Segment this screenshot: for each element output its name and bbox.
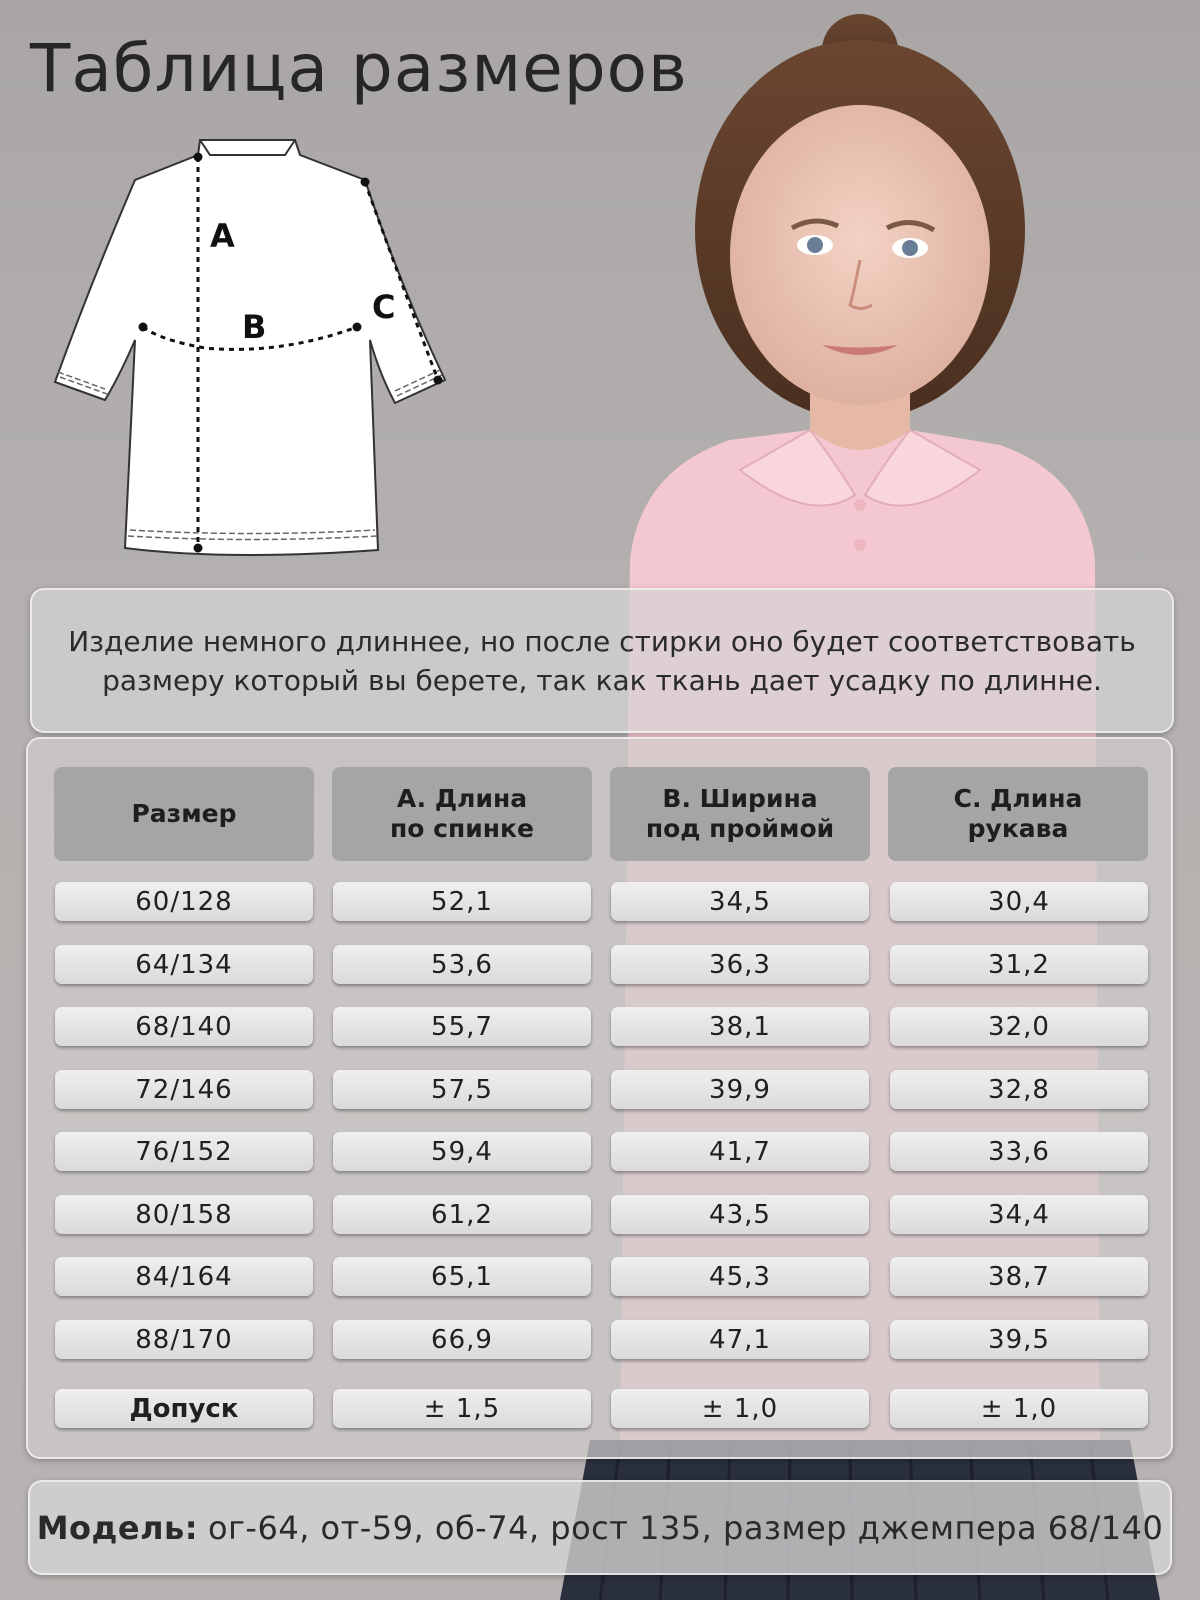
table-cell-sleeve: 34,4	[890, 1195, 1148, 1234]
header-size-label: Размер	[131, 799, 237, 828]
table-cell-back: 61,2	[333, 1195, 591, 1234]
table-cell-width: 41,7	[611, 1132, 869, 1171]
table-cell-size: 68/140	[55, 1007, 313, 1046]
table-cell-sleeve: 38,7	[890, 1257, 1148, 1296]
table-cell-width: 47,1	[611, 1320, 869, 1359]
table-cell-back: 55,7	[333, 1007, 591, 1046]
table-cell-width: 43,5	[611, 1195, 869, 1234]
table-cell-back: 57,5	[333, 1070, 591, 1109]
table-cell-size: 64/134	[55, 945, 313, 984]
header-armhole-width-line1: B. Ширина	[662, 784, 818, 813]
label-b: B	[242, 308, 267, 346]
table-cell-back: 59,4	[333, 1132, 591, 1171]
table-cell-back: 65,1	[333, 1257, 591, 1296]
table-cell-size: 88/170	[55, 1320, 313, 1359]
model-label: Модель:	[36, 1508, 199, 1547]
header-back-length-line1: A. Длина	[396, 784, 528, 813]
note-line-1: Изделие немного длиннее, но после стирки оно будет соответствовать	[68, 624, 1136, 658]
table-cell-width: 34,5	[611, 882, 869, 921]
table-cell-size: 84/164	[55, 1257, 313, 1296]
tolerance-label: Допуск	[55, 1389, 313, 1428]
table-cell-size: 80/158	[55, 1195, 313, 1234]
shirt-outline	[55, 140, 445, 555]
size-table	[26, 737, 1173, 1459]
header-back-length-line2: по спинке	[390, 814, 534, 843]
table-cell-width: 39,9	[611, 1070, 869, 1109]
table-cell-size: 60/128	[55, 882, 313, 921]
tolerance-width: ± 1,0	[611, 1389, 869, 1428]
header-sleeve-length-line1: C. Длина	[953, 784, 1083, 813]
note-panel	[30, 588, 1174, 733]
table-cell-size: 72/146	[55, 1070, 313, 1109]
header-size	[54, 767, 314, 861]
header-armhole-width	[610, 767, 870, 861]
table-cell-back: 66,9	[333, 1320, 591, 1359]
page-title: Таблица размеров	[30, 30, 688, 107]
header-armhole-width-line2: под проймой	[645, 814, 835, 843]
table-cell-sleeve: 31,2	[890, 945, 1148, 984]
table-cell-sleeve: 33,6	[890, 1132, 1148, 1171]
label-a: A	[210, 217, 235, 255]
table-cell-width: 38,1	[611, 1007, 869, 1046]
header-sleeve-length	[888, 767, 1148, 861]
table-cell-size: 76/152	[55, 1132, 313, 1171]
tolerance-sleeve: ± 1,0	[890, 1389, 1148, 1428]
tolerance-back: ± 1,5	[333, 1389, 591, 1428]
label-c: C	[372, 288, 396, 326]
model-info-panel	[28, 1480, 1172, 1575]
table-cell-width: 36,3	[611, 945, 869, 984]
header-back-length	[332, 767, 592, 861]
table-cell-back: 52,1	[333, 882, 591, 921]
table-cell-width: 45,3	[611, 1257, 869, 1296]
table-cell-sleeve: 30,4	[890, 882, 1148, 921]
header-sleeve-length-line2: рукава	[967, 814, 1069, 843]
table-cell-sleeve: 32,0	[890, 1007, 1148, 1046]
model-measurements: ог-64, от-59, об-74, рост 135, размер джемпера 68/140	[208, 1508, 1164, 1547]
table-cell-sleeve: 39,5	[890, 1320, 1148, 1359]
table-cell-back: 53,6	[333, 945, 591, 984]
shirt-diagram	[50, 135, 460, 570]
table-cell-sleeve: 32,8	[890, 1070, 1148, 1109]
note-line-2: размеру который вы берете, так как ткань дает усадку по длинне.	[102, 663, 1102, 697]
